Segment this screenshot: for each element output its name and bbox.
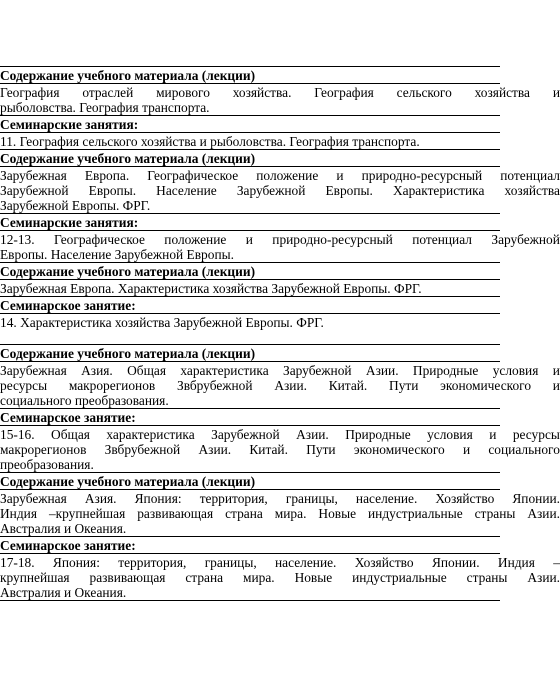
word: Общая [127,363,167,378]
word: Азии. [365,363,399,378]
word: границы, [204,555,257,570]
body-line: 14. Характеристика хозяйства Зарубежной Европы. ФРГ. [0,315,324,330]
word: сельского [396,85,452,100]
section-heading [0,536,500,553]
word: отраслей [82,85,134,100]
body-line: рыболовства. География транспорта. [0,100,210,115]
word: Индия [0,506,37,521]
section-body [0,489,560,536]
word: природно-ресурсный [361,168,483,183]
word: Азии. [527,570,560,585]
heading-text: Содержание учебного материала (лекции) [0,151,256,166]
body-line [0,363,560,378]
heading-text: Семинарские занятия: [0,215,139,230]
body-line [0,555,560,570]
word: страна [225,506,263,521]
word: Новые [318,506,357,521]
word: природно-ресурсный [272,232,393,247]
word: Население [156,183,217,198]
section-heading [0,262,500,279]
word: население. [355,491,418,506]
word: страны [466,570,508,585]
heading-text: Содержание учебного материала (лекции) [0,346,256,361]
word: территория, [199,491,268,506]
body-line [0,570,560,585]
word: хозяйства. [232,85,292,100]
word: Зарубежной [211,427,280,442]
section-body [0,166,560,213]
heading-text: Семинарское занятие: [0,410,136,425]
word: Звбрубежной [104,442,181,457]
word: ресурсы [0,378,48,393]
section-body [0,553,560,601]
word: Зарубежная [0,491,67,506]
word: – [553,555,560,570]
section-body [0,313,500,344]
body-line [0,378,560,393]
word: Китай. [249,442,288,457]
section-heading [0,408,500,425]
word: население. [275,555,337,570]
section-heading [0,149,500,166]
body-line [0,183,560,198]
word: Япония: [52,555,100,570]
word: и [552,363,560,378]
body-line: Европы. Население Зарубежной Европы. [0,247,234,262]
body-line: Зарубежная Европа. Характеристика хозяйства Зарубежной Европы. ФРГ. [0,281,422,296]
heading-text: Содержание учебного материала (лекции) [0,68,256,83]
word: границы, [285,491,338,506]
word: Новые [294,570,333,585]
word: Хозяйство [354,555,414,570]
word: и [462,442,471,457]
word: характеристика [180,363,269,378]
word: крупнейшая [0,570,70,585]
body-line [0,442,560,457]
word: и [336,168,344,183]
heading-text: Содержание учебного материала (лекции) [0,264,256,279]
word: экономического [353,442,445,457]
word: развивающая [89,570,166,585]
word: Японии. [512,491,560,506]
word: индустриальные [352,570,447,585]
word: мирового [156,85,210,100]
word: Индия [497,555,535,570]
word: макрорегионов [0,442,87,457]
word: Зарубежной [236,183,306,198]
body-line [0,506,560,521]
word: Европа. [84,168,130,183]
body-line: Австралия и Океания. [0,585,127,600]
heading-text: Семинарские занятия: [0,117,139,132]
body-line [0,168,560,183]
word: и [245,232,253,247]
word: страны [474,506,516,521]
blank-spacer [0,330,500,344]
body-line: Зарубежной Европы. ФРГ. [0,198,151,213]
section-body [0,132,500,149]
word: ресурсы [512,427,560,442]
section-body [0,230,560,262]
heading-text: Семинарское занятие: [0,538,136,553]
word: Азия. [81,363,113,378]
word: потенциал [412,232,472,247]
body-line [0,491,560,506]
word: Звбрубежной [176,378,253,393]
word: потенциал [500,168,560,183]
word: и [552,85,560,100]
section-body [0,279,500,296]
word: Географическое [53,232,145,247]
word: –крупнейшая [48,506,126,521]
word: Пути [306,442,336,457]
word: Географическое [147,168,239,183]
body-line: социального преобразования. [0,393,169,408]
word: Азия. [84,491,117,506]
word: Японии. [431,555,480,570]
word: экономического [440,378,532,393]
word: мира. [274,506,307,521]
heading-text: Содержание учебного материала (лекции) [0,474,256,489]
body-line: Австралия и Океания. [0,521,127,536]
word: положение [164,232,227,247]
word: Пути [389,378,419,393]
word: Европы. [88,183,137,198]
word: условия [427,427,473,442]
section-body [0,425,560,472]
word: макрорегионов [68,378,156,393]
word: хозяйства [474,85,530,100]
section-body [0,83,560,115]
word: Япония: [134,491,182,506]
heading-text: Семинарское занятие: [0,298,136,313]
word: Азии. [296,427,329,442]
section-body [0,361,560,408]
word: 12-13. [0,232,35,247]
body-line [0,427,560,442]
section-heading [0,296,500,313]
word: География [0,85,60,100]
word: и [489,427,497,442]
word: Китай. [328,378,368,393]
word: страна [185,570,224,585]
body-line: 11. География сельского хозяйства и рыболовства. География транспорта. [0,134,420,149]
word: и [552,378,560,393]
word: Зарубежная [0,168,67,183]
word: Природные [345,427,411,442]
section-heading [0,66,500,83]
word: Зарубежной [491,232,560,247]
word: территория, [118,555,187,570]
word: социального [488,442,560,457]
word: Азии. [198,442,232,457]
word: Азии. [274,378,307,393]
word: Хозяйство [435,491,495,506]
word: мира. [243,570,275,585]
word: положение [256,168,319,183]
section-heading [0,115,500,132]
body-line [0,85,560,100]
word: характеристика [106,427,195,442]
word: условия [492,363,539,378]
word: 15-16. [0,427,35,442]
section-heading [0,213,500,230]
syllabus-table [0,66,560,601]
word: Общая [51,427,90,442]
word: Европы. [325,183,373,198]
word: хозяйства [504,183,560,198]
word: География [314,85,374,100]
word: Характеристика [392,183,485,198]
section-heading [0,344,500,361]
word: Азии. [527,506,560,521]
word: развивающая [137,506,214,521]
word: Зарубежной [0,183,69,198]
body-line: преобразования. [0,457,94,472]
section-heading [0,472,500,489]
word: индустриальные [368,506,463,521]
word: Зарубежной [283,363,352,378]
word: Зарубежная [0,363,67,378]
word: Природные [412,363,479,378]
body-line [0,232,560,247]
word: 17-18. [0,555,35,570]
